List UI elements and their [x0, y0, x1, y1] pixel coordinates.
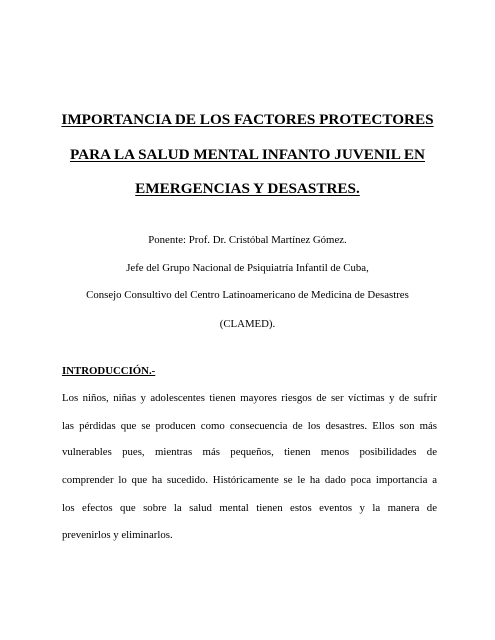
- title-line-2: PARA LA SALUD MENTAL INFANTO JUVENIL EN: [70, 146, 425, 163]
- paragraph-line-1: Los niños, niñas y adolescentes tienen mayores riesgos de ser víctimas y de sufrir: [62, 392, 437, 404]
- section-heading-introduction: INTRODUCCIÓN.-: [62, 365, 156, 377]
- author-affiliation-2: Consejo Consultivo del Centro Latinoamericano de Medicina de Desastres: [86, 289, 409, 301]
- title-line-3: EMERGENCIAS Y DESASTRES.: [135, 180, 360, 197]
- author-name: Ponente: Prof. Dr. Cristóbal Martínez Gómez.: [148, 234, 347, 246]
- paragraph-line-4: comprender lo que ha sucedido. Históricamente se le ha dado poca importancia a: [62, 474, 437, 486]
- paragraph-line-3: vulnerables pues, mientras más pequeños, tienen menos posibilidades de: [62, 446, 437, 458]
- title-line-1: IMPORTANCIA DE LOS FACTORES PROTECTORES: [61, 111, 434, 128]
- paragraph-line-2: las pérdidas que se producen como consecuencia de los desastres. Ellos son más: [62, 420, 437, 432]
- paragraph-line-5: los efectos que sobre la salud mental tienen estos eventos y la manera de: [62, 502, 437, 514]
- paragraph-line-6: prevenirlos y eliminarlos.: [62, 529, 173, 541]
- author-affiliation-3: (CLAMED).: [219, 318, 276, 330]
- author-affiliation-1: Jefe del Grupo Nacional de Psiquiatría Infantil de Cuba,: [126, 262, 369, 274]
